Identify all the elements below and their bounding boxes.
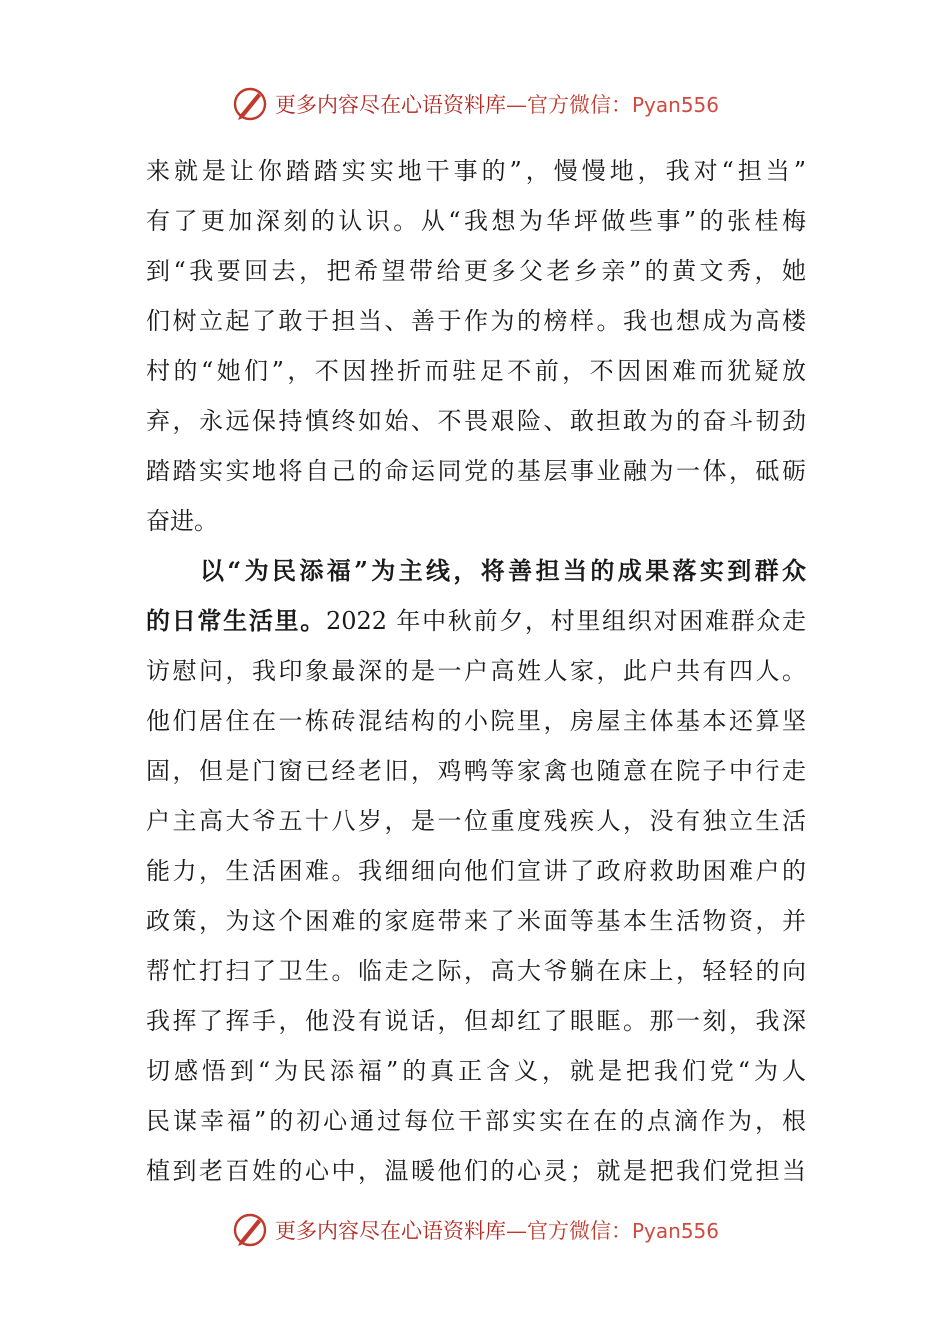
pen-circle-logo-icon <box>231 84 271 124</box>
header-watermark <box>0 82 950 126</box>
bold-heading-text: 的日常生活里。 <box>146 606 326 635</box>
watermark-wechat-id: Pyan556 <box>631 93 719 117</box>
text-line: 能力，生活困难。我细细向他们宣讲了政府救助困难户的 <box>146 857 806 885</box>
pen-circle-logo-icon <box>231 1210 271 1250</box>
watermark-separator: — <box>505 1219 527 1243</box>
watermark-separator: — <box>505 93 527 117</box>
text-line: 他们居住在一栋砖混结构的小院里，房屋主体基本还算坚 <box>146 707 806 735</box>
text-line: 访慰问，我印象最深的是一户高姓人家，此户共有四人。 <box>146 657 806 685</box>
text-line: 踏踏实实地将自己的命运同党的基层事业融为一体，砥砺 <box>146 457 806 485</box>
text-line: 我挥了挥手，他没有说话，但却红了眼眶。那一刻，我深 <box>146 1007 806 1035</box>
text-line: 来就是让你踏踏实实地干事的”，慢慢地，我对“担当” <box>146 157 806 185</box>
watermark-brand: 更多内容尽在心语资料库 <box>274 93 506 117</box>
text-line: 弃，永远保持慎终如始、不畏艰险、敢担敢为的奋斗韧劲 <box>146 407 806 435</box>
text-line: 固，但是门窗已经老旧，鸡鸭等家禽也随意在院子中行走 <box>146 757 806 785</box>
watermark-text <box>275 1215 719 1245</box>
text-line: 们树立起了敢于担当、善于作为的榜样。我也想成为高楼 <box>146 307 806 335</box>
text-line: 植到老百姓的心中，温暖他们的心灵；就是把我们党担当 <box>146 1157 806 1185</box>
text-line: 到“我要回去，把希望带给更多父老乡亲”的黄文秀，她 <box>146 257 806 285</box>
watermark-brand: 更多内容尽在心语资料库 <box>274 1219 506 1243</box>
watermark-suffix: 官方微信： <box>526 93 632 117</box>
footer-watermark <box>0 1208 950 1252</box>
text-line: 有了更加深刻的认识。从“我想为华坪做些事”的张桂梅 <box>146 207 806 235</box>
text-line: 民谋幸福”的初心通过每位干部实实在在的点滴作为，根 <box>146 1107 806 1135</box>
text-line: 村的“她们”，不因挫折而驻足不前，不因困难而犹疑放 <box>146 357 806 385</box>
watermark-wechat-id: Pyan556 <box>631 1219 719 1243</box>
text-segment: 2022 年中秋前夕，村里组织对困难群众走 <box>325 607 807 635</box>
paragraph-heading-line <box>146 596 806 646</box>
text-line: 切感悟到“为民添福”的真正含义，就是把我们党“为人 <box>146 1057 806 1085</box>
paragraph-heading-line <box>146 546 806 596</box>
text-line: 户主高大爷五十八岁，是一位重度残疾人，没有独立生活 <box>146 807 806 835</box>
bold-heading-text: 以“为民添福”为主线，将善担当的成果落实到群众 <box>200 556 806 585</box>
text-line: 奋进。 <box>146 507 218 535</box>
text-line: 帮忙打扫了卫生。临走之际，高大爷躺在床上，轻轻的向 <box>146 957 806 985</box>
document-body <box>146 146 806 1196</box>
watermark-text <box>275 89 719 119</box>
watermark-suffix: 官方微信： <box>526 1219 632 1243</box>
text-line: 政策，为这个困难的家庭带来了米面等基本生活物资，并 <box>146 907 806 935</box>
